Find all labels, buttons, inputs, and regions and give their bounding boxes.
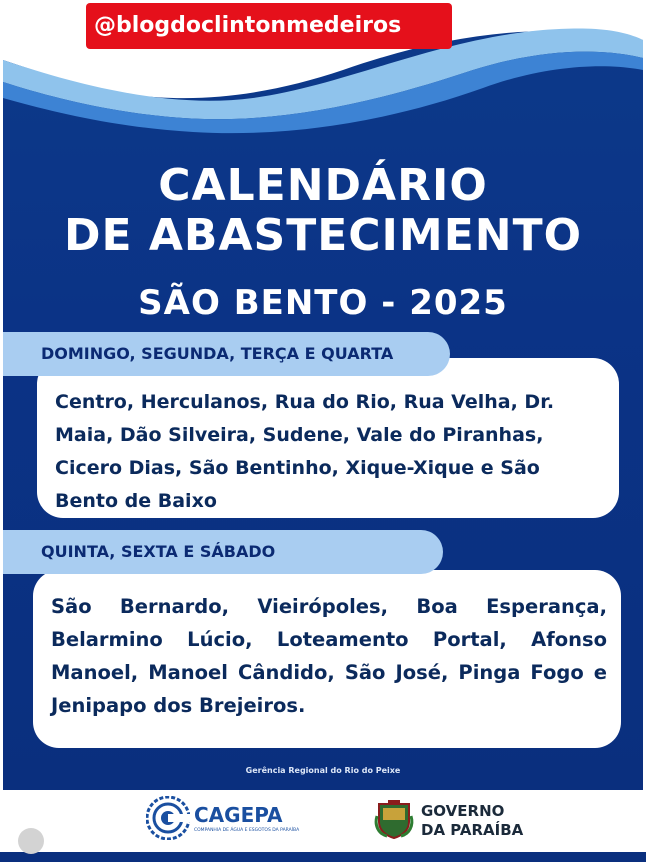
government-name <box>421 802 523 840</box>
footer-note: Gerência Regional do Rio do Peixe <box>245 766 401 775</box>
poster-title-line-1: CALENDÁRIO <box>158 160 488 211</box>
watermark-handle: @blogdoclintonmedeiros <box>86 3 452 49</box>
cagepa-subtitle: COMPANHIA DE ÁGUA E ESGOTOS DA PARAÍBA <box>194 828 300 833</box>
government-line-2: DA PARAÍBA <box>421 821 524 839</box>
neighborhoods-box-1: Centro, Herculanos, Rua do Rio, Rua Velha, Dr. Maia, Dão Silveira, Sudene, Vale do Piranhas, Cicero Dias, São Bentinho, Xique-Xique e São Bento de Baixo <box>37 358 619 518</box>
bottom-bar <box>0 852 646 862</box>
neighborhoods-box-2: São Bernardo, Vieirópoles, Boa Esperança, Belarmino Lúcio, Loteamento Portal, Afonso Manoel, Manoel Cândido, São José, Pinga Fogo e Jenipapo dos Brejeiros. <box>33 570 621 748</box>
days-label-1: DOMINGO, SEGUNDA, TERÇA E QUARTA <box>3 332 450 376</box>
logo-bar <box>3 790 643 852</box>
instagram-avatar[interactable] <box>18 828 44 854</box>
poster-subtitle: SÃO BENTO - 2025 <box>138 283 508 323</box>
poster <box>3 0 643 790</box>
days-label-2: QUINTA, SEXTA E SÁBADO <box>3 530 443 574</box>
cagepa-name: CAGEPA <box>194 803 283 827</box>
government-line-1: GOVERNO <box>421 802 505 820</box>
cagepa-logo-icon <box>146 796 190 840</box>
poster-title-line-2: DE ABASTECIMENTO <box>63 210 583 261</box>
paraiba-crest-icon <box>373 798 415 840</box>
